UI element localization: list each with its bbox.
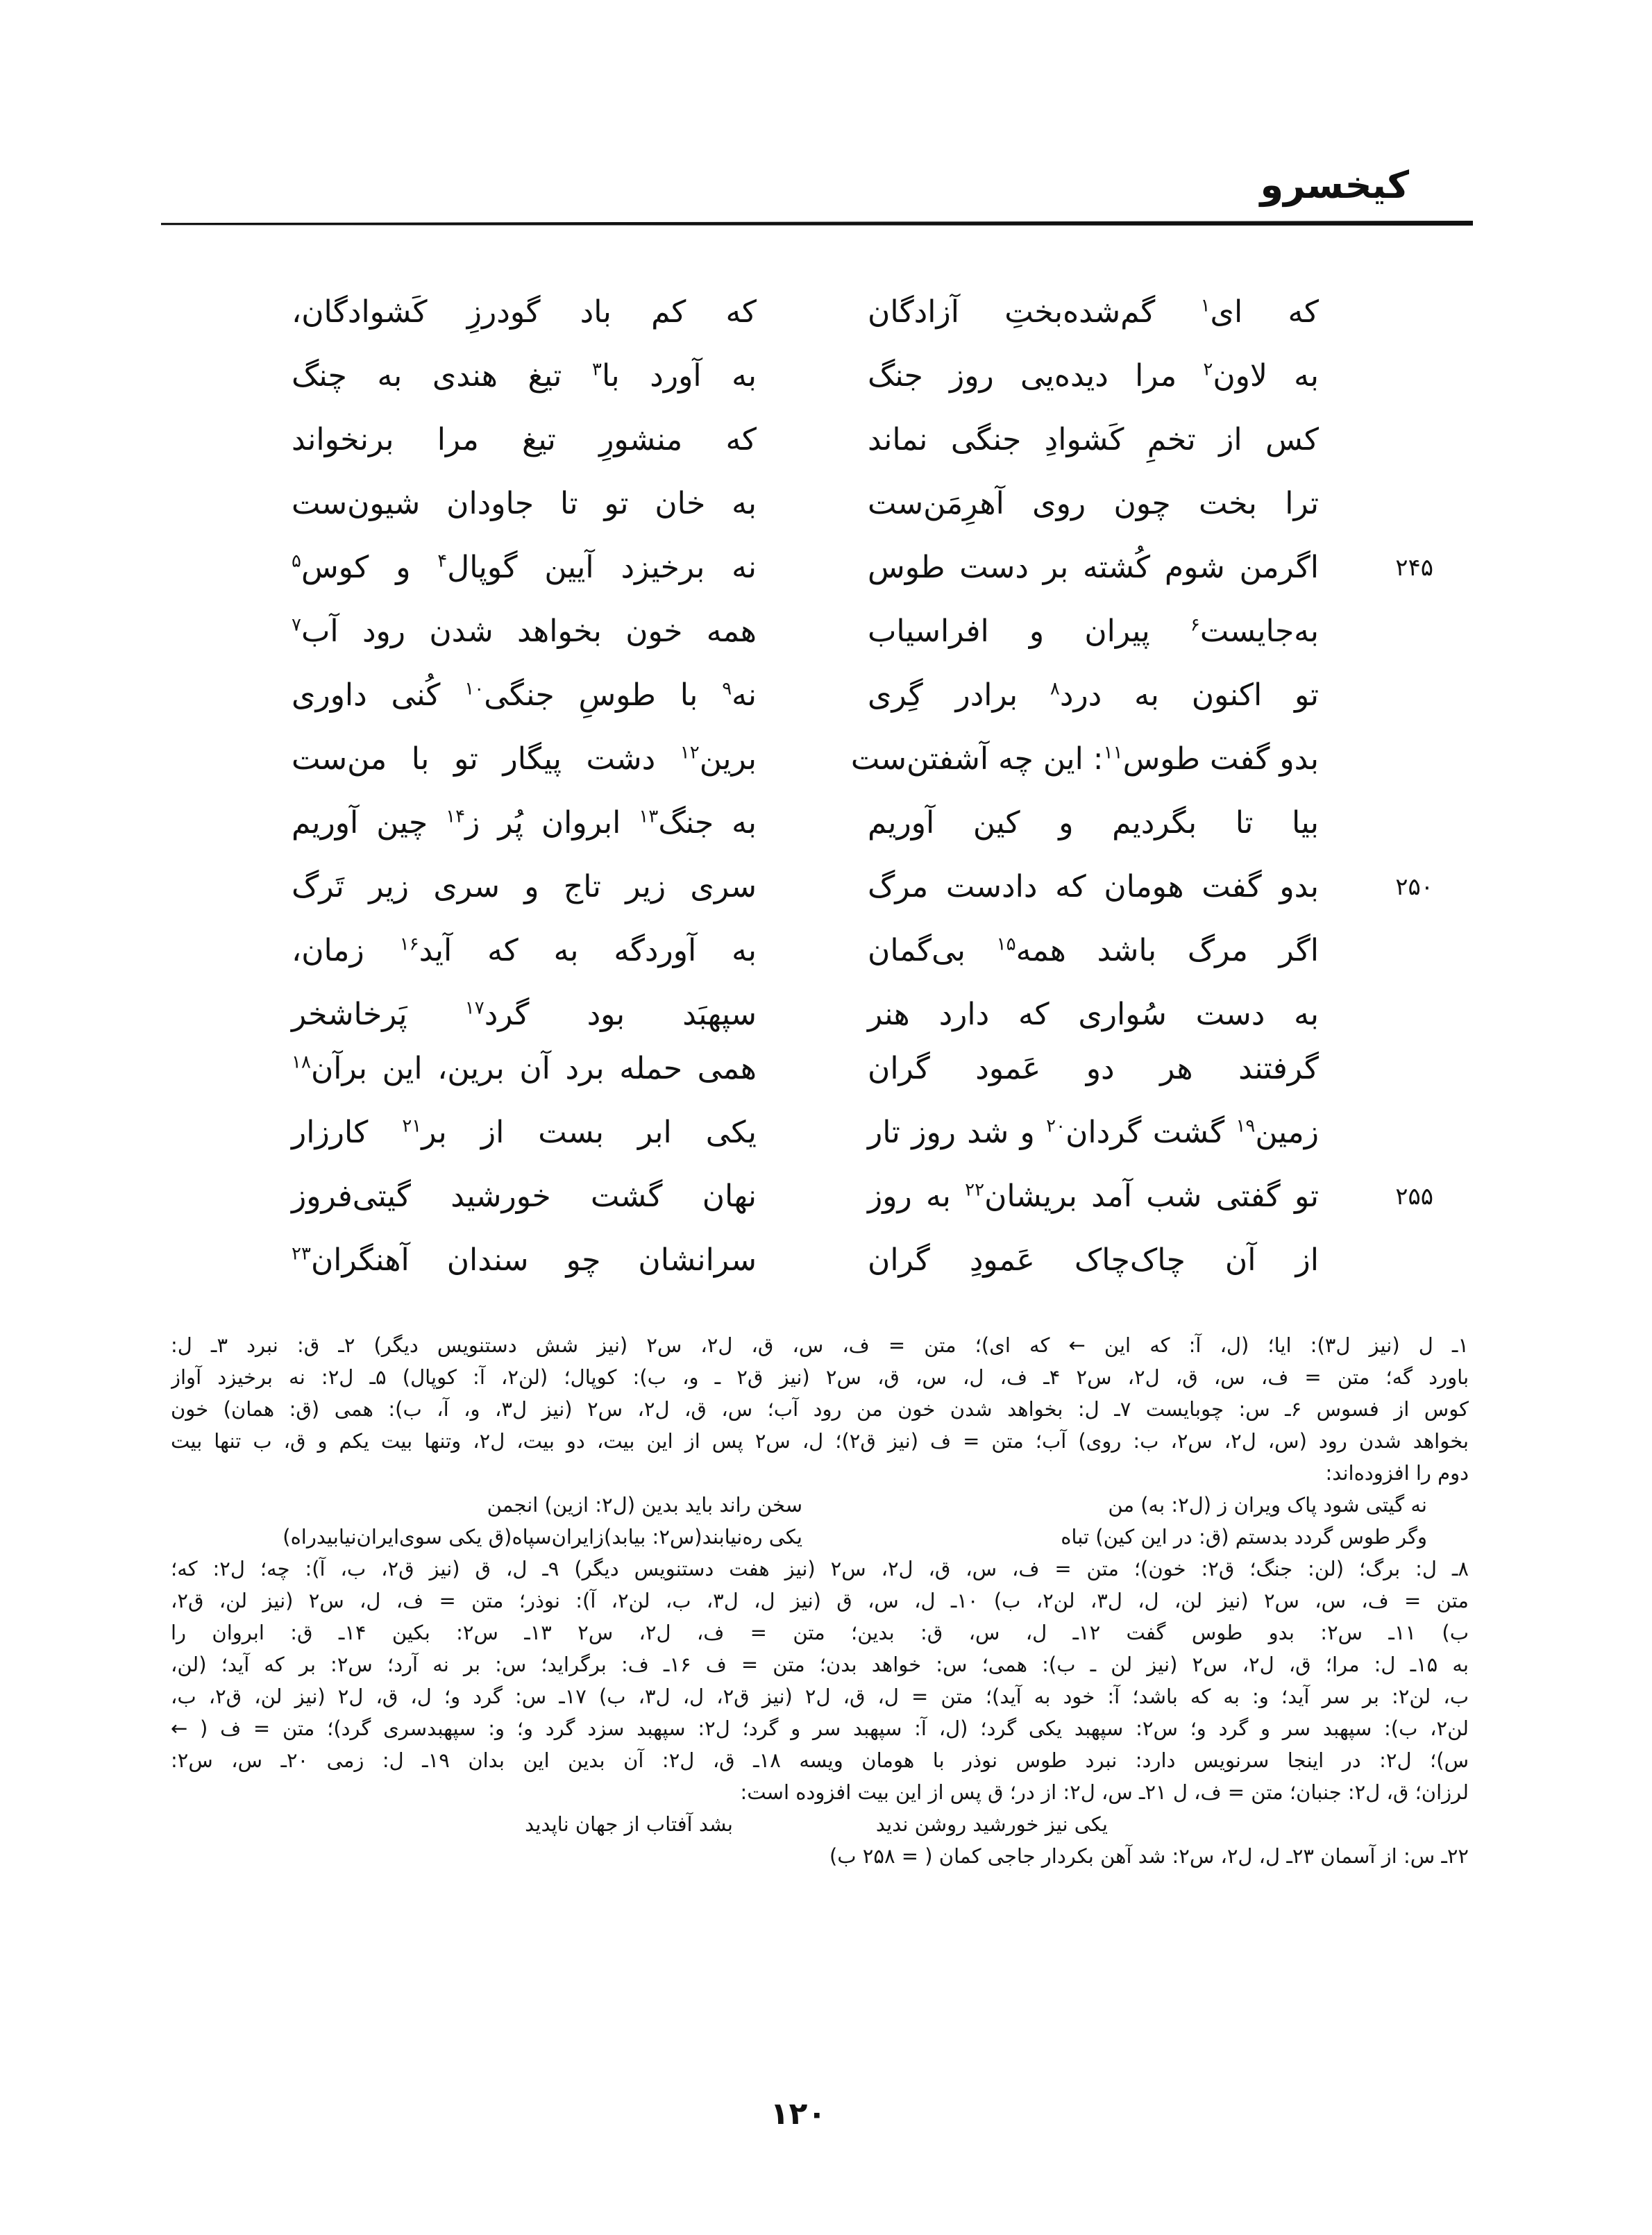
hemistich-first xyxy=(868,923,1319,979)
verse-text: به آورد با xyxy=(602,358,757,394)
hemistich-second xyxy=(292,668,757,723)
footnote-marker: ۱۸ xyxy=(292,1052,311,1073)
verse-block-2 xyxy=(0,1041,1652,1297)
hemistich-second xyxy=(292,1169,757,1224)
hemistich-second xyxy=(292,476,757,532)
verse-text: به لاون xyxy=(1213,358,1319,394)
verse-line-number: ۲۴۵ xyxy=(1395,554,1433,582)
verse-text: نه xyxy=(732,677,757,713)
verse-row xyxy=(0,1233,1652,1297)
verse-text: همی حمله برد آن برین، این برآن xyxy=(310,1051,757,1086)
verse-block-1 xyxy=(0,285,1652,1051)
verse-text: سرانشان چو سندان آهنگران xyxy=(310,1242,757,1278)
footnote-marker: ۸ xyxy=(1050,678,1060,700)
verse-row xyxy=(0,540,1652,604)
verse-text: به دست سُواری که دارد هنر xyxy=(868,997,1319,1032)
verse-text: و کوس xyxy=(301,550,438,585)
verse-text: که کم باد گودرزِ کَشوادگان، xyxy=(292,294,757,330)
footnote-marker: ۱۰ xyxy=(464,678,484,700)
hemistich-first xyxy=(868,668,1319,723)
hemistich-second xyxy=(292,859,757,915)
footnote-line: س)؛ ل۲: در اینجا سرنویس دارد: نبرد طوس نوذر با هومان ویسه ۱۸ـ ق، ل۲: آن بدین این بدان ۱۹ـ ل: زمی ۲۰ـ س، س۲: xyxy=(171,1748,1469,1772)
verse-text: دشت پیگار تو با من‌ست xyxy=(292,741,680,777)
footnote-couplet xyxy=(171,1521,1469,1553)
verse-text: تیغ هندی به چنگ xyxy=(292,358,593,394)
footnote-line: به ۱۵ـ ل: مرا؛ ق، ل۲، س۲ (نیز لن ـ ب): همی؛ س: خواهد بدن؛ متن = ف ۱۶ـ ف: برگراید؛ س: بر نه آرد؛ س۲: بر که آید؛ (لن، xyxy=(171,1653,1469,1676)
footnote-marker: ۴ xyxy=(437,550,448,572)
verse-text: و شد روز تار xyxy=(868,1115,1047,1150)
verse-line-number: ۲۵۵ xyxy=(1395,1183,1433,1211)
footnote-marker: ۲۰ xyxy=(1046,1115,1066,1137)
verse-row xyxy=(0,859,1652,923)
hemistich-first xyxy=(868,348,1319,404)
verse-text: : این چه آشفتن‌ست xyxy=(850,741,1104,777)
verse-text: بدو گفت طوس xyxy=(1122,741,1319,777)
footnote-hemistich: بشد آفتاب از جهان ناپدید xyxy=(525,1812,733,1836)
footnote-marker: ۳ xyxy=(592,359,602,380)
hemistich-first xyxy=(850,732,1319,787)
verse-text: گرفتند هر دو عَمود گران xyxy=(868,1051,1319,1086)
verse-text: که منشورِ تیغ مرا برنخواند xyxy=(292,422,757,457)
hemistich-first xyxy=(868,1105,1319,1161)
hemistich-first xyxy=(868,1169,1319,1224)
verse-row xyxy=(0,412,1652,476)
hemistich-second xyxy=(292,412,757,468)
page-number: ۱۲۰ xyxy=(770,2096,827,2132)
hemistich-second xyxy=(292,604,757,659)
verse-text: بدو گفت هومان که دادست مرگ xyxy=(868,869,1319,904)
footnote-hemistich: وگر طوس گردد بدستم (ق: در این کین) تباه xyxy=(1061,1525,1427,1549)
footnote-marker: ۲۳ xyxy=(292,1243,311,1265)
hemistich-second xyxy=(292,348,757,404)
verse-text: به آوردگه به که آید xyxy=(419,933,757,968)
footnote-hemistich: یکی ره‌نیابند(س۲: بیابد)زایران‌سپاه(ق یکی سوی‌ایران‌نیابیدراه) xyxy=(283,1525,802,1549)
verse-row xyxy=(0,476,1652,540)
verse-text: به خان تو تا جاودان شیون‌ست xyxy=(292,486,757,521)
verse-text: پَرخاشخر xyxy=(292,997,465,1032)
hemistich-first xyxy=(868,987,1319,1043)
footnote-line: بخواهد شدن رود (س، ل۲، س۲، ب: روی) آب؛ متن = ف (نیز ق۲)؛ ل، س۲ پس از این بیت، دو بیت، ل۲، وتنها بیت یکم و ق، ب تنها بیت xyxy=(171,1429,1469,1453)
verse-text: همه خون بخواهد شدن رود آب xyxy=(301,614,757,649)
verse-row xyxy=(0,795,1652,859)
hemistich-second xyxy=(292,285,757,340)
verse-text: نهان گشت خورشید گیتی‌فروز xyxy=(292,1179,757,1214)
footnote-marker: ۱۷ xyxy=(464,997,484,1019)
verse-text: کارزار xyxy=(292,1115,403,1150)
footnotes xyxy=(171,1329,1469,1872)
footnote-marker: ۱۶ xyxy=(399,934,419,955)
verse-row xyxy=(0,348,1652,412)
verse-text: ترا بخت چون روی آهرِمَن‌ست xyxy=(868,486,1319,521)
verse-text: پیران و افراسیاب xyxy=(868,614,1190,649)
verse-text: اگر مرگ باشد همه xyxy=(1015,933,1319,968)
footnote-marker: ۲۱ xyxy=(402,1115,422,1137)
footnote-marker: ۱۴ xyxy=(446,806,466,827)
footnote-marker: ۶ xyxy=(1190,614,1200,636)
hemistich-first xyxy=(868,795,1319,851)
hemistich-second xyxy=(292,1041,757,1097)
verse-text: برین xyxy=(699,741,757,777)
footnote-line: متن = ف، س، س۲ (نیز لن، ل، ل۳، لن۲، ب) ۱۰ـ ل، س، ق (نیز ل، ل۳، ب، لن۲، آ): نوذر؛ متن = ف، ل، س۲ (نیز لن، ق۲، xyxy=(171,1589,1469,1612)
hemistich-second xyxy=(292,1105,757,1161)
hemistich-second xyxy=(292,1233,757,1288)
verse-row xyxy=(0,668,1652,732)
verse-text: به‌جایست xyxy=(1199,614,1319,649)
header-rule xyxy=(161,221,1473,226)
hemistich-first xyxy=(868,1233,1319,1288)
verse-row xyxy=(0,1105,1652,1169)
page-header-title: کیخسرو xyxy=(1260,163,1409,207)
verse-text: بی‌گمان xyxy=(868,933,997,968)
verse-text: یکی ابر بست از بر xyxy=(421,1115,757,1150)
footnote-line: ۲۲ـ س: از آسمان ۲۳ـ ل، ل۲، س۲: شد آهن بکردار جاجی کمان ( = ۲۵۸ ب) xyxy=(829,1844,1469,1868)
hemistich-first xyxy=(868,476,1319,532)
verse-text: که ای xyxy=(1210,294,1320,330)
footnote-marker: ۷ xyxy=(292,614,301,636)
footnote-marker: ۱ xyxy=(1200,295,1211,317)
footnote-hemistich: سخن راند باید بدین (ل۲: ازین) انجمن xyxy=(487,1493,802,1517)
verse-text: به جنگ xyxy=(658,805,757,841)
hemistich-first xyxy=(868,285,1319,340)
verse-row xyxy=(0,923,1652,987)
footnote-marker: ۲ xyxy=(1203,359,1213,380)
verse-text: برادر گِری xyxy=(868,677,1050,713)
footnote-couplet xyxy=(171,1489,1469,1521)
footnote-line: دوم را افزوده‌اند: xyxy=(1325,1461,1469,1485)
verse-text: گشت گردان xyxy=(1065,1115,1236,1150)
verse-text: سپهبَد بود گرد xyxy=(484,997,757,1032)
footnote-hemistich: نه گیتی شود پاک ویران ز (ل۲: به) من xyxy=(1108,1493,1427,1517)
footnote-line: ب) ۱۱ـ س۲: بدو طوس گفت ۱۲ـ ل، س، ق: بدین؛ متن = ف، ل۲، س۲ ۱۳ـ س۲: بکین ۱۴ـ ق: ابروان را xyxy=(171,1621,1469,1644)
footnote-line: کوس از فسوس ۶ـ س: چوبایست ۷ـ ل: بخواهد شدن خون من رود آب؛ س، ق، ل۲، س۲ (نیز ل۳، و، آ، ب): همی (ق: همان) خون xyxy=(171,1397,1469,1421)
footnote-line: لن۲، ب): سپهبد سر و گرد و؛ س۲: سپهبد یکی گرد؛ (ل، آ: سپهبد سر و گرد؛ ل۲: سپهبد سزد گرد و؛ و: سپهبدسری گرد)؛ متن = ف ( ← xyxy=(171,1717,1469,1740)
footnote-hemistich: یکی نیز خورشید روشن ندید xyxy=(875,1812,1108,1836)
verse-text: اگرمن شوم کُشته بر دست طوس xyxy=(868,550,1319,585)
verse-text: گم‌شده‌بختِ آزادگان xyxy=(868,294,1201,330)
footnote-marker: ۱۱ xyxy=(1103,742,1123,764)
footnote-line: لرزان؛ ق، ل۲: جنبان؛ متن = ف، ل ۲۱ـ س، ل۲: از در؛ ق پس از این بیت افزوده است: xyxy=(740,1780,1469,1804)
footnote-line: ب، لن۲: بر سر آید؛ و: به که باشد؛ آ: خود به آید)؛ متن = ل، ق، ل۲ (نیز ق۲، ل، ل۳، ب) ۱۷ـ س: گرد و؛ ل، ق، ل۲ (نیز لن، ق۲، ب، xyxy=(171,1685,1469,1708)
verse-row xyxy=(0,1169,1652,1233)
hemistich-first xyxy=(868,412,1319,468)
hemistich-second xyxy=(292,987,757,1043)
verse-text: نه برخیزد آیین گوپال xyxy=(447,550,757,585)
footnote-marker: ۱۲ xyxy=(680,742,700,764)
verse-row xyxy=(0,732,1652,795)
footnote-marker: ۱۹ xyxy=(1236,1115,1256,1137)
footnote-marker: ۱۳ xyxy=(639,806,659,827)
footnote-couplet xyxy=(171,1808,1469,1840)
verse-text: زمان، xyxy=(292,933,400,968)
footnote-line: ۱ـ ل (نیز ل۳): ایا؛ (ل، آ: که این ← که ای)؛ متن = ف، س، ق، ل۲، س۲ (نیز شش دستنویس دیگر) ۲ـ ق: نبرد ۳ـ ل: xyxy=(171,1333,1469,1357)
verse-line-number: ۲۵۰ xyxy=(1395,873,1433,901)
hemistich-first xyxy=(868,540,1319,596)
hemistich-second xyxy=(292,732,757,787)
footnote-marker: ۵ xyxy=(292,550,301,572)
verse-text: با طوسِ جنگی xyxy=(484,677,723,713)
hemistich-second xyxy=(292,540,757,596)
verse-row xyxy=(0,604,1652,668)
verse-text: به روز xyxy=(868,1179,966,1214)
verse-text: ابروان پُر ز xyxy=(465,805,639,841)
verse-text: تو اکنون به درد xyxy=(1059,677,1319,713)
hemistich-first xyxy=(868,1041,1319,1097)
verse-text: چین آوریم xyxy=(292,805,446,841)
verse-text: کس از تخمِ کَشوادِ جنگی نماند xyxy=(868,422,1319,457)
verse-text: کُنی داوری xyxy=(292,677,465,713)
hemistich-second xyxy=(292,923,757,979)
verse-text: تو گفتی شب آمد بریشان xyxy=(984,1179,1320,1214)
verse-row xyxy=(0,1041,1652,1105)
hemistich-second xyxy=(292,795,757,851)
footnote-marker: ۲۲ xyxy=(965,1179,985,1201)
footnote-marker: ۱۵ xyxy=(996,934,1016,955)
verse-text: از آن چاک‌چاک عَمودِ گران xyxy=(868,1242,1319,1278)
footnote-line: باورد گه؛ متن = ف، س، ق، ل۲، س۲ ۴ـ ف، ل، س، ق، س۲ (نیز ق۲ ـ و، ب): کوپال؛ (لن۲، آ: کوپال) ۵ـ ل۲: نه برخیزد آواز xyxy=(171,1365,1469,1389)
footnote-marker: ۹ xyxy=(722,678,732,700)
verse-text: مرا دیده‌یی روز جنگ xyxy=(868,358,1204,394)
verse-text: بیا تا بگردیم و کین آوریم xyxy=(868,805,1319,841)
footnote-line: ۸ـ ل: برگ؛ (لن: جنگ؛ ق۲: خون)؛ متن = ف، س، ق، ل۲، س۲ (نیز هفت دستنویس دیگر) ۹ـ ل، ق (نیز ق۲، ب، آ): چه؛ ل۲: که؛ xyxy=(171,1557,1469,1580)
verse-text: سری زیر تاج و سری زیر تَرگ xyxy=(292,869,757,904)
hemistich-first xyxy=(868,604,1319,659)
verse-row xyxy=(0,285,1652,348)
verse-text: زمین xyxy=(1255,1115,1319,1150)
hemistich-first xyxy=(868,859,1319,915)
